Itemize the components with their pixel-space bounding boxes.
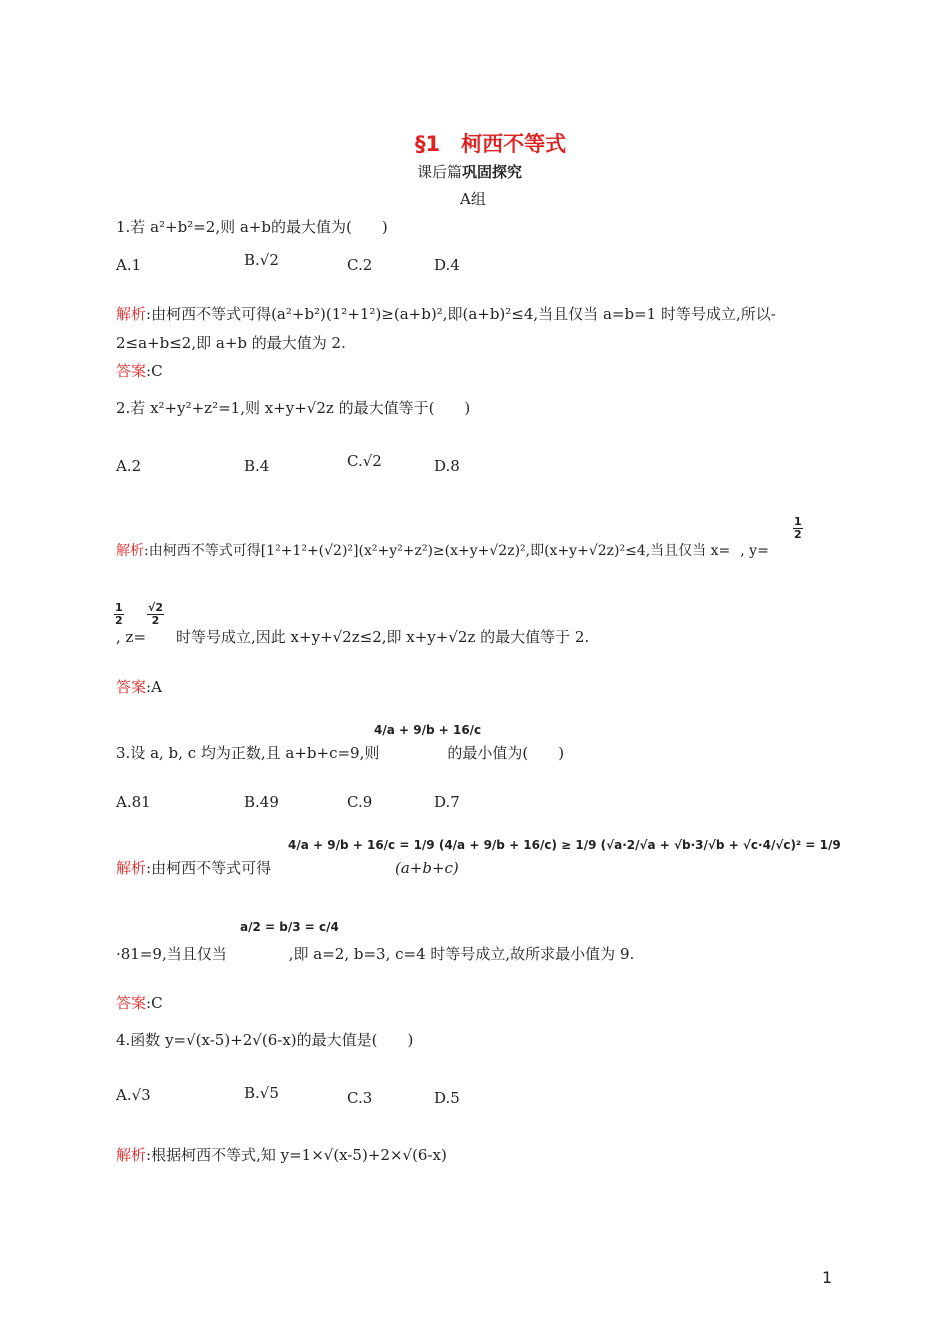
q1-option-b: B.√2 [244,251,279,269]
q2-analysis-line2: , z= 时等号成立,因此 x+y+√2z≤2,即 x+y+√2z 的最大值等于 2. [116,628,590,646]
q2-option-b: B.4 [244,457,270,475]
frac-numerator: √2 [148,601,163,614]
group-label: A组 [460,190,486,208]
q4-option-d: D.5 [434,1089,460,1107]
q3-stem-suffix: 的最小值为( ) [447,744,565,762]
q2-analysis-line1 [116,541,769,561]
q4-analysis-text: :根据柯西不等式,知 y=1×√(x-5)+2×√(6-x) [146,1146,447,1164]
subtitle-bold: 巩固探究 [462,163,523,181]
q3-option-b: B.49 [244,793,279,811]
q3-answer-value: :C [146,994,163,1012]
page-number: 1 [822,1268,833,1287]
q3-stem-prefix: 3.设 a, b, c 均为正数,且 a+b+c=9,则 [116,744,380,762]
q2-option-d: D.8 [434,457,460,475]
q1-analysis-line1 [116,304,776,324]
q2-analysis-label: 解析 [116,543,144,559]
q3-analysis-line2 [116,944,634,964]
frac-numerator: 1 [794,515,802,528]
frac-denominator: 2 [151,614,160,627]
q3-analysis-prefix: :由柯西不等式可得 [146,859,272,877]
q1-analysis-line2: 2≤a+b≤2,即 a+b 的最大值为 2. [116,334,346,352]
q2-answer [116,677,162,697]
q3-answer [116,993,163,1013]
section-subtitle [417,161,522,182]
q3-stem [116,743,564,763]
q2-frac-half-x [793,516,803,541]
q1-answer-label: 答案 [116,362,147,380]
q2-analysis-tail: , y= [740,543,769,559]
q2-stem: 2.若 x²+y²+z²=1,则 x+y+√2z 的最大值等于( ) [116,399,471,417]
q2-answer-value: :A [146,678,162,696]
q4-analysis [116,1145,447,1165]
q1-option-a: A.1 [116,256,142,274]
q1-analysis-label: 解析 [116,305,147,323]
frac-denominator: 2 [794,528,802,541]
subtitle-plain: 课后篇 [417,163,463,181]
q1-analysis-text: :由柯西不等式可得(a²+b²)(1²+1²)≥(a+b)²,即(a+b)²≤4,当且仅当 a=b=1 时等号成立,所以- [146,305,776,323]
q3-analysis-line2-suffix: ,即 a=2, b=3, c=4 时等号成立,故所求最小值为 9. [288,945,635,963]
q2-option-a: A.2 [116,457,142,475]
frac-numerator: 1 [115,601,123,614]
q4-option-b: B.√5 [244,1084,279,1102]
q4-option-c: C.3 [347,1089,373,1107]
q2-answer-label: 答案 [116,678,147,696]
q3-answer-label: 答案 [116,994,147,1012]
q1-stem: 1.若 a²+b²=2,则 a+b的最大值为( ) [116,218,388,236]
q3-option-d: D.7 [434,793,460,811]
q2-frac-root2 [147,602,164,627]
q3-analysis-line1 [116,858,271,878]
q4-option-a: A.√3 [116,1086,151,1104]
q1-answer [116,361,163,381]
q4-stem: 4.函数 y=√(x-5)+2√(6-x)的最大值是( ) [116,1031,414,1049]
page-title: §1 柯西不等式 [415,132,567,156]
q3-option-a: A.81 [116,793,151,811]
q3-analysis-line2-prefix: ·81=9,当且仅当 [116,945,227,963]
frac-denominator: 2 [115,614,123,627]
q1-answer-value: :C [146,362,163,380]
q1-option-d: D.4 [434,256,460,274]
q3-option-c: C.9 [347,793,373,811]
q2-frac-half-y [114,602,124,627]
q3-stem-expression: 4/a + 9/b + 16/c [374,723,482,737]
q4-analysis-label: 解析 [116,1146,147,1164]
q3-analysis-abc: (a+b+c) [395,859,459,877]
q3-analysis-label: 解析 [116,859,147,877]
q3-analysis-equality-expression: a/2 = b/3 = c/4 [240,920,339,934]
q2-option-c: C.√2 [347,452,382,470]
q2-analysis-text: :由柯西不等式可得[1²+1²+(√2)²](x²+y²+z²)≥(x+y+√2z)²,即(x+y+√2z)²≤4,当且仅当 x= [144,543,731,559]
q3-analysis-expression: 4/a + 9/b + 16/c = 1/9 (4/a + 9/b + 16/c) ≥ 1/9 (√a·2/√a + √b·3/√b + √c·4/√c)² = 1/9 [288,838,841,852]
q1-option-c: C.2 [347,256,373,274]
